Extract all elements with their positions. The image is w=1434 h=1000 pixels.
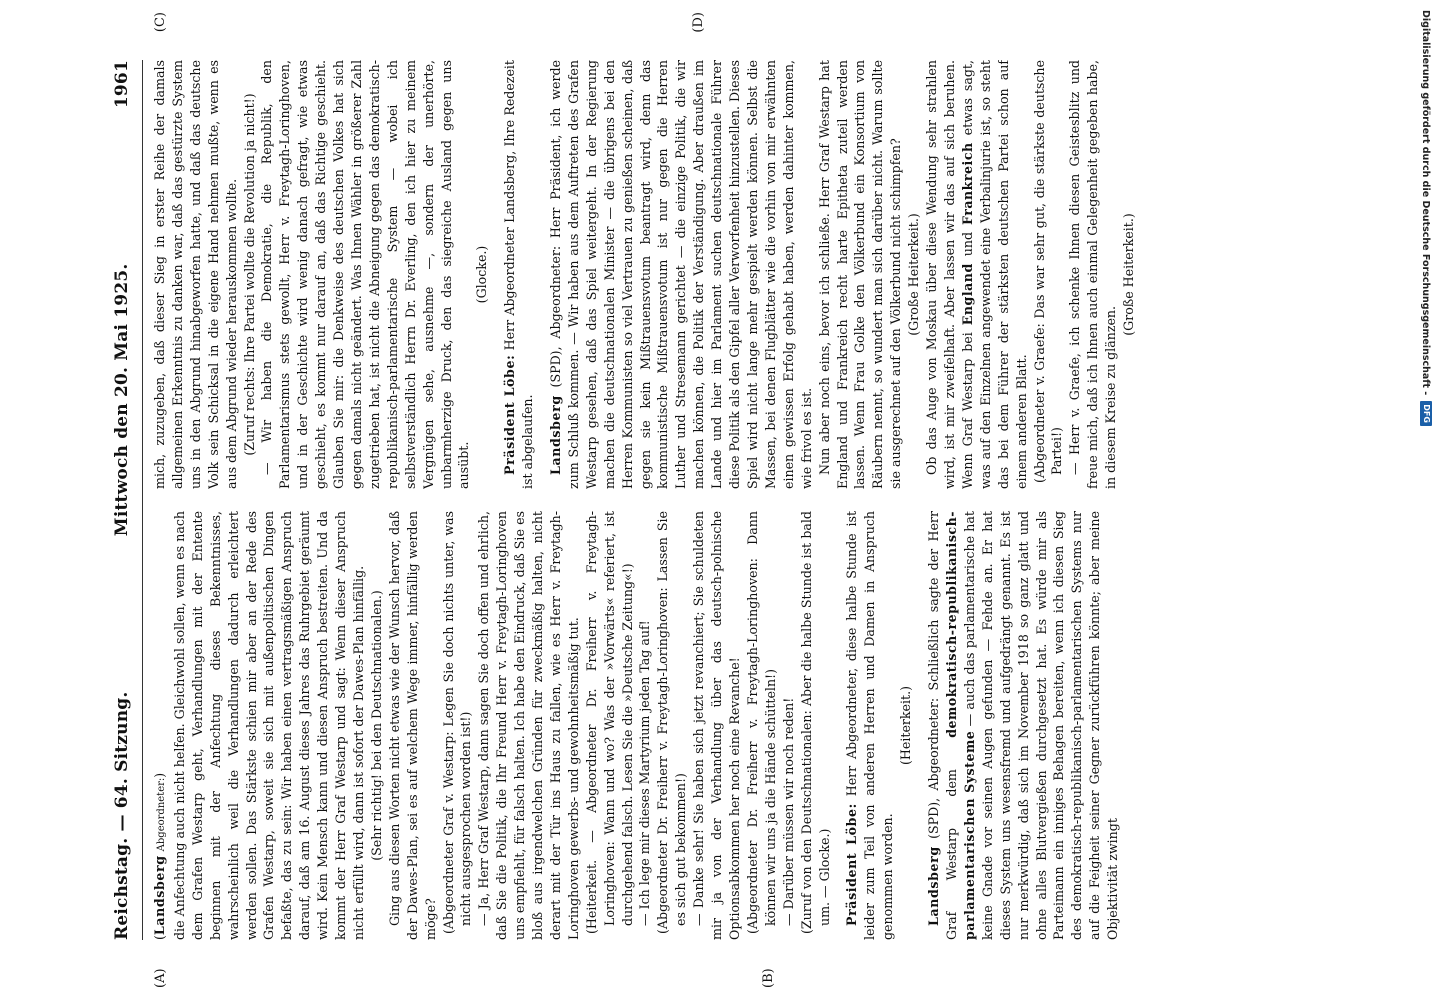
interjection: (Abgeordneter Dr. Freiherr v. Freytagh-Loringhoven: Lassen Sie es sich gut bekommen!) (655, 511, 689, 934)
speaker-continuation: (Landsberg Abgeordneter:) (152, 772, 167, 940)
interjection: (Glocke.) (474, 245, 490, 304)
paragraph: die Anfechtung auch nicht helfen. Gleichwohl sollen, wenn es nach dem Grafen Westarp geht, Verhandlungen mit der Entente beginnen mit der Anfechtung dieses Bekenntnisses, wahrscheinlich weil die Verhandlungen dadurch erleichtert werden sollen. Das Stärkste schien mir aber an der Rede des Grafen Westarp, soweit sie sich mit außenpolitischen Dingen befaßte, das zu sein: Wir haben einen vertragsmäßigen Anspruch darauf, daß am 16. August dieses Jahres das Ruhrgebiet geräumt wird. Kein Mensch kann und diesen Anspruch bestreiten. Und da kommt der Herr Graf Westarp und sagt: Wenn dieser Anspruch nicht erfüllt wird, dann ist sofort der Dawes-Plan hinfällig. (171, 511, 366, 940)
header-date: Mittwoch den 20. Mai 1925. (112, 263, 132, 537)
president-remark: Präsident Löbe: Herr Abgeordneter, diese halbe Stunde ist leider zum Teil von anderen Herren und Damen in Anspruch genommen worden. (844, 511, 896, 940)
dfg-logo: DFG (1420, 401, 1432, 426)
margin-marker-c: (C) (153, 12, 168, 33)
speaker-paragraph: Landsberg (SPD), Abgeordneter: Schließlich sagte der Herr Graf Westarp dem demokratisch-republikanisch-parlamentarischen Systeme — auch das parlamentarische hat keine Gnade vor seinen Augen gefunden — Fehde an. Er hat dieses System uns wesensfremd und aufgedrängt genannt. Es ist nur merkwürdig, daß sich im November 1918 so ganz glatt und ohne alles Blutvergießen durchgesetzt hat. Es würde mir als Parteimann ein inniges Behagen bereiten, wenn ich diesen Sieg des demokratisch-republikanisch-parlamentarischen Systems nur auf die Feigheit seiner Gegner zurückführen könnte; aber meine Objektivität zwingt (926, 511, 1121, 940)
header-left: Reichstag. — 64. Sitzung. (112, 691, 132, 940)
interjection: (Zuruf von den Deutschnationalen: Aber die halbe Stunde ist bald um. — Glocke.) (798, 511, 832, 934)
spacer (537, 60, 547, 489)
right-column (151, 60, 1291, 489)
margin-marker-b: (B) (761, 968, 776, 988)
margin-marker-a: (A) (153, 968, 168, 988)
interjection: (Abgeordneter Dr. Freiherr v. Freytagh-Loringhoven: Dann können wir uns ja die Hände schütteln!) (744, 511, 778, 934)
interjection: (Abgeordneter v. Graefe: Das war sehr gut, die stärkste deutsche Partei!) (1031, 60, 1065, 483)
paragraph: — Darüber müssen wir noch reden! (780, 697, 796, 926)
spacer (833, 511, 843, 940)
interjection: (Abgeordneter Graf v. Westarp: Legen Sie doch nichts unter, was nicht ausgesprochen worden ist!) (440, 511, 474, 934)
margin-marker-d: (D) (691, 12, 706, 33)
left-column (151, 511, 1291, 940)
paragraph: — Wir haben die Demokratie, die Republik, den Parlamentarismus stets gewollt, Herr v. Freytagh-Loringhoven, und in der Geschichte wird wenig danach gefragt, wie etwas geschieht, es kommt nur darauf an, daß das Richtige geschieht. Glauben Sie mir: die Denkweise des deutschen Volkes hat sich gegen damals nicht geändert. Was Ihnen Wähler in größerer Zahl zugetrieben hat, ist nicht die Abneigung gegen das demokratisch-republikanisch-parlamentarische System — wobei ich selbstverständlich Herrn Dr. Everling, den ich hier zu meinem Vergnügen sehe, ausnehme —, sondern der unerhörte, unbarmherzige Druck, den das siegreiche Ausland gegen uns ausübt. (259, 60, 472, 489)
interjection: (Sehr richtig! bei den Deutschnationalen.) (368, 590, 384, 861)
spacer (491, 60, 501, 489)
paragraph: — Danke sehr! Sie haben sich jetzt revanchiert; Sie schuldeten mir ja von der Verhandlung über das deutsch-polnische Optionsabkommen her noch eine Revanche! (691, 511, 742, 940)
speaker-paragraph: Landsberg (SPD), Abgeordneter: Herr Präsident, ich werde zum Schluß kommen. — Wir haben aus dem Auftreten des Grafen Westarp gesehen, daß das Spiel weitergeht. In der Regierung machen die deutschnationalen Minister — die übrigens bei den Herren Kommunisten so viel Vertrauen zu genießen scheinen, daß gegen sie kein Mißtrauensvotum beantragt wird, denn das kommunistische Mißtrauensvotum ist nur gegen die Herren Luther und Stresemann gerichtet — die einzige Politik, die wir machen können, die Politik der Verständigung. Aber draußen im Lande und hier im Parlament suchen deutschnationale Führer diese Politik als den Gipfel aller Verworfenheit hinzustellen. Dieses Spiel wird nicht lange mehr gespielt werden können. Selbst die Massen, bei denen Flugblätter wie die vorhin von mir erwähnten einen gewissen Erfolg gehabt haben, werden dahinter kommen, wie frivol es ist. (548, 60, 814, 489)
text-columns (151, 12, 1291, 988)
paragraph: — Ja, Herr Graf Westarp, dann sagen Sie doch offen und ehrlich, daß Sie die Politik, die Ihr Freund Herr v. Freytagh-Loringhoven uns empfiehlt, für falsch halten. Ich habe den Eindruck, daß Sie es bloß aus irgendwelchen Gründen für zweckmäßig halten, nicht derart mit der Tür ins Haus zu fallen, wie es Herr v. Freytagh-Loringhoven gewerbs- und gewohnheitsmäßig tut. (476, 511, 581, 940)
paragraph: Nun aber noch eins, bevor ich schließe. Herr Graf Westarp hat England und Frankreich recht harte Epitheta zuteil werden lassen. Wenn Frau Golke den Völkerbund ein Konsortium von Räubern nennt, so wundert man sich darüber nicht. Warum sollte sie ausgerechnet auf den Völkerbund nicht schimpfen? (816, 60, 904, 489)
digitization-credit (1420, 10, 1432, 426)
interjection: (Große Heiterkeit.) (906, 213, 922, 336)
interjection: (Große Heiterkeit.) (1121, 213, 1137, 336)
paragraph: Ob das Auge von Moskau über diese Wendung sehr strahlen wird, ist mir zweifelhaft. Aber lassen wir das auf sich beruhen. Wenn Graf Westarp bei England und Frankreich etwas sagt, was auf den Einzelnen angewendet eine Verbalinjurie ist, so steht das bei dem Führer der stärksten deutschen Partei schon auf einem anderen Blatt. (924, 60, 1029, 489)
interjection: (Heiterkeit. — Abgeordneter Dr. Freiherr v. Freytagh-Loringhoven: Wann und wo? Was der »Vorwärts« referiert, ist durchgehend falsch. Lesen Sie die »Deutsche Zeitung«!) (583, 511, 635, 934)
president-remark: Präsident Löbe: Herr Abgeordneter Landsberg, Ihre Redezeit ist abgelaufen. (502, 60, 536, 489)
paragraph: mich, zuzugeben, daß dieser Sieg in erster Reihe der damals allgemeinen Erkenntnis zu danken war, daß das gestürzte System uns in den Abgrund hinabgeworfen hatte, und daß das deutsche Volk sein Schicksal in die eigene Hand nehmen mußte, wenn es aus dem Abgrund wieder herauskommen wollte. (152, 60, 239, 489)
paragraph: — Herr v. Graefe, ich schenke Ihnen diesen Geistesblitz und freue mich, daß ich Ihnen auch einmal Gelegenheit gegeben habe, in diesem Kreise zu glänzen. (1067, 60, 1119, 489)
interjection: (Heiterkeit.) (898, 686, 914, 765)
spacer (915, 511, 925, 940)
paragraph: Ging aus diesen Worten nicht etwas wie der Wunsch hervor, daß der Dawes-Plan, sei es auf welchem Wege immer, hinfällig werden möge? (386, 511, 438, 940)
paragraph: — Ich lege mir dieses Martyrium jeden Tag auf! (637, 620, 653, 926)
credit-text: Digitalisierung gefördert durch die Deutsche Forschungsgemeinschaft - (1420, 10, 1432, 396)
interjection: (Zuruf rechts: Ihre Partei wollte die Revolution ja nicht!) (241, 93, 257, 456)
running-head (112, 60, 143, 940)
page-number: 1961 (112, 60, 132, 109)
document-page (100, 0, 1340, 1000)
